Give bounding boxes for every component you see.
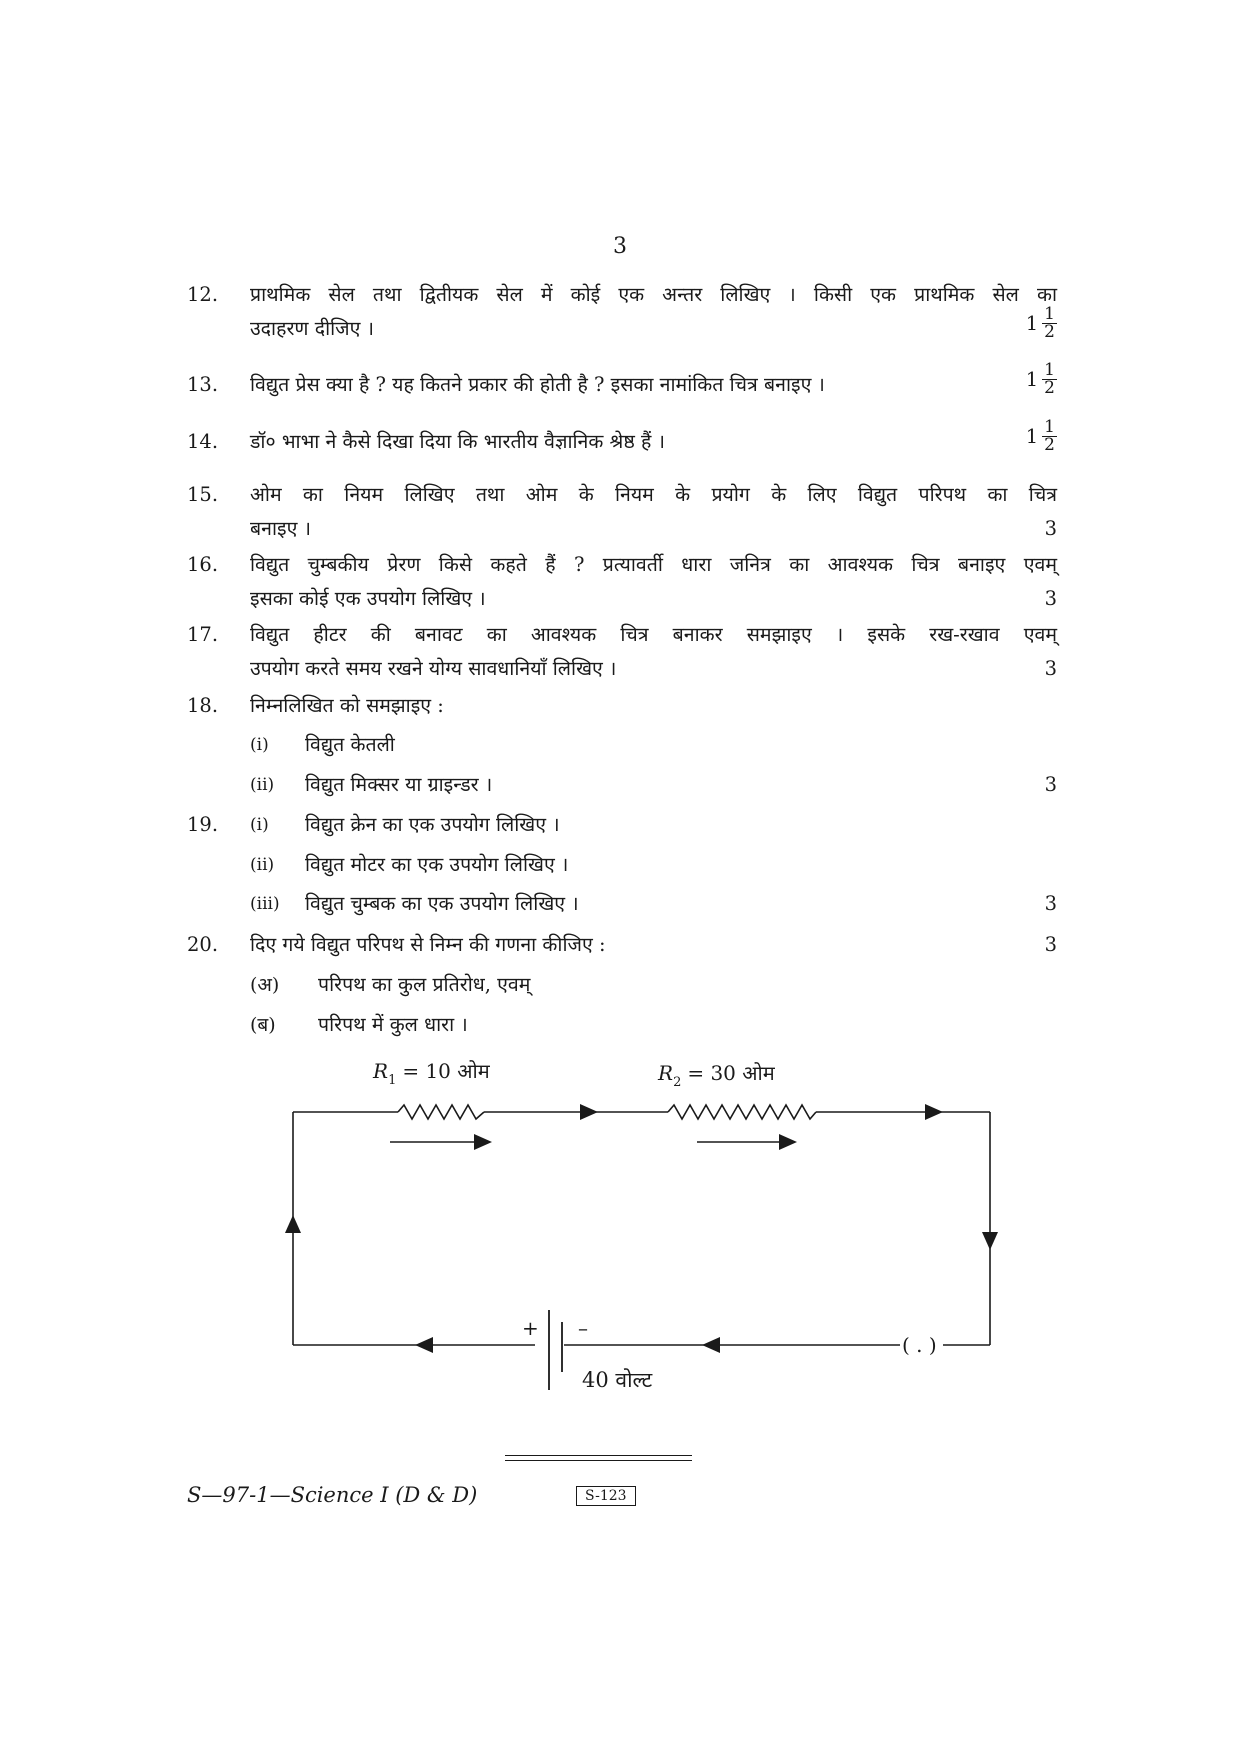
key: ( . ) [902,1333,937,1357]
question-number: 18. [187,694,219,717]
marks: 1 $\frac{1}{2}$ [1025,304,1055,342]
question-number: 15. [187,483,219,506]
paper-code: S—97-1—Science I (D & D) [187,1483,478,1507]
wire-arrow [285,1215,301,1233]
divider [505,1455,692,1456]
question-text: विद्युत हीटर की बनावट का आवश्यक चित्र बनाकर समझाइए । इसके रख-रखाव एवम् [250,623,1057,646]
question-number: 17. [187,623,219,646]
question-text: बनाइए । [250,517,311,540]
question-text: प्राथमिक सेल तथा द्वितीयक सेल में कोई एक अन्तर लिखिए । किसी एक प्राथमिक सेल का [250,283,1057,306]
question-text: दिए गये विद्युत परिपथ से निम्न की गणना कीजिए : [250,933,606,956]
sub-part: (i) विद्युत केतली [250,733,395,756]
marks: 3 [1044,587,1057,610]
marks: 1 $\frac{1}{2}$ [1025,417,1055,455]
question-text: उपयोग करते समय रखने योग्य सावधानियाँ लिखिए । [250,657,617,680]
current-arrowhead-r2 [779,1134,797,1150]
marks: 3 [1044,892,1057,915]
question-number: 14. [187,430,219,453]
marks: 3 [1044,657,1057,680]
question-number: 12. [187,283,219,306]
question-number: 13. [187,373,219,396]
sub-part: (ii) विद्युत मिक्सर या ग्राइन्डर । 3 [250,768,1057,802]
question-number: 16. [187,553,219,576]
sub-part: (iii) विद्युत चुम्बक का एक उपयोग लिखिए । 3 [250,887,1057,921]
question-text: विद्युत प्रेस क्या है ? यह कितने प्रकार की होती है ? इसका नामांकित चित्र बनाइए । [250,373,825,396]
wire-arrow [982,1232,998,1250]
sub-part: (ii) विद्युत मोटर का एक उपयोग लिखिए । [250,853,569,876]
marks: 1 $\frac{1}{2}$ [1025,360,1055,398]
marks: 3 [1044,773,1057,796]
wire-arrow [415,1337,433,1353]
question-text: विद्युत चुम्बकीय प्रेरण किसे कहते हैं ? प्रत्यावर्ती धारा जनित्र का आवश्यक चित्र बनाइए एवम् [250,553,1057,576]
divider [505,1460,692,1461]
question-number: 19. [187,813,219,836]
question-text: डॉ० भाभा ने कैसे दिखा दिया कि भारतीय वैज्ञानिक श्रेष्ठ हैं । [250,430,665,453]
question-text: निम्नलिखित को समझाइए : [250,694,444,717]
page-number: 3 [613,234,627,259]
sub-part: (अ) परिपथ का कुल प्रतिरोध, एवम् [250,973,531,996]
r2-label: $R_2 = 30$ ओम [658,1061,775,1090]
resistor-r2 [668,1105,816,1119]
marks: 3 [1044,517,1057,540]
series-code: S-123 [576,1486,636,1506]
battery-voltage: 40 वोल्ट [582,1368,653,1392]
question-text: इसका कोई एक उपयोग लिखिए । [250,587,486,610]
wire-arrow [580,1104,598,1120]
question-text: उदाहरण दीजिए । [250,317,375,340]
resistor-r1 [398,1105,484,1119]
question-text: ओम का नियम लिखिए तथा ओम के नियम के प्रयोग के लिए विद्युत परिपथ का चित्र [250,483,1057,506]
wire-arrow [702,1337,720,1353]
sub-part: (i) विद्युत क्रेन का एक उपयोग लिखिए । [250,813,560,836]
question-number: 20. [187,933,219,956]
wire-arrow [925,1104,943,1120]
sub-part: (ब) परिपथ में कुल धारा । [250,1013,468,1036]
marks: 3 [1044,933,1057,956]
current-arrowhead-r1 [474,1134,492,1150]
battery-minus: – [578,1316,588,1340]
r1-label: $R_1 = 10$ ओम [373,1059,490,1088]
battery-plus: + [522,1316,539,1340]
